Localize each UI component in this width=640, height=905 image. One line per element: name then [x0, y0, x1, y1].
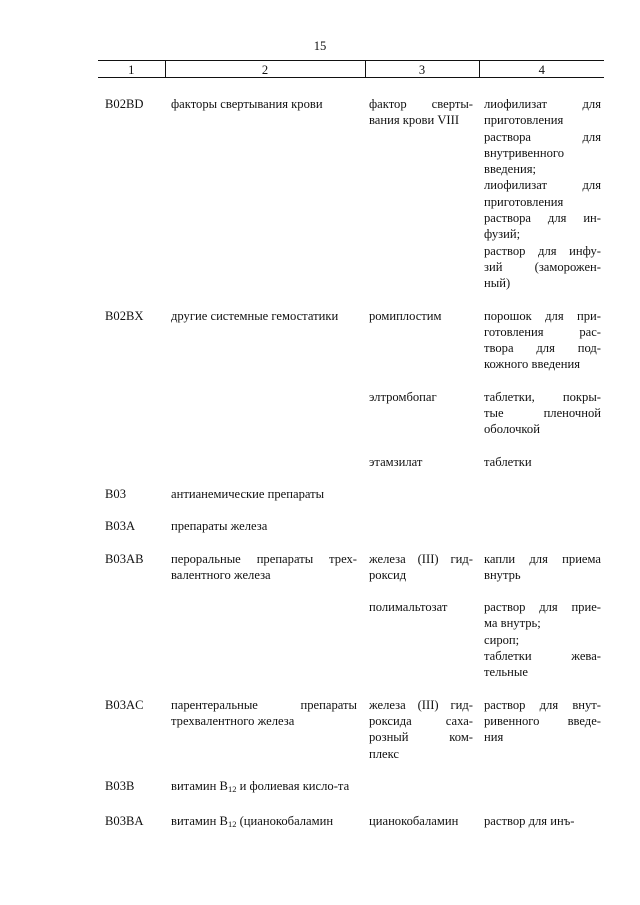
group-name-line: трехвалентного железа: [171, 713, 295, 728]
substance-line: ромиплостим: [369, 308, 442, 323]
dosage-form-cell: [479, 551, 604, 584]
dosage-form-line: оболочкой: [484, 422, 540, 437]
substance-line: вания крови VIII: [369, 113, 460, 128]
dosage-form-line: кожного введения: [484, 357, 581, 372]
atc-code-cell: B03AC: [105, 697, 144, 712]
dosage-form-cell: [479, 389, 604, 438]
subscript-text: 12: [227, 783, 237, 794]
dosage-form-line: раствор для прие-: [484, 600, 601, 615]
table-row: [98, 599, 604, 680]
dosage-form-line: ма внутрь;: [484, 616, 541, 631]
substance-cell: [365, 697, 479, 762]
substance-line: роксид: [369, 567, 407, 582]
dosage-form-line: ный): [484, 276, 511, 291]
row-spacer: [98, 78, 604, 97]
group-name-cell: [165, 697, 365, 762]
dosage-form-cell: [479, 486, 604, 502]
dosage-form-line: внутривенного: [484, 145, 565, 160]
row-spacer: [98, 373, 604, 389]
atc-code-cell: B03AB: [105, 551, 144, 566]
table-row: [98, 454, 604, 470]
dosage-form-cell: [479, 96, 604, 292]
group-name-cell: [165, 389, 365, 438]
row-spacer: [98, 535, 604, 551]
group-name-line: парентеральные препараты: [171, 697, 357, 712]
substance-cell: [365, 599, 479, 680]
atc-code-cell: B02BX: [105, 308, 144, 323]
dosage-form-line: таблетки, покры-: [484, 389, 601, 404]
group-name-line: валентного железа: [171, 567, 271, 582]
row-spacer: [98, 502, 604, 518]
row-spacer: [98, 797, 604, 813]
column-header-3: 3: [365, 61, 479, 78]
table-row: [98, 308, 604, 373]
row-spacer: [98, 438, 604, 454]
atc-code-cell: B03B: [105, 778, 135, 793]
substance-cell: [365, 96, 479, 292]
group-name-cell: факторы свертывания крови: [171, 97, 323, 111]
dosage-form-line: ривенного введе-: [484, 713, 601, 728]
atc-code-cell: B03A: [105, 519, 136, 534]
table-row: [98, 96, 604, 292]
dosage-form-cell: [479, 778, 604, 797]
row-spacer: [98, 470, 604, 486]
substance-line: элтромбопаг: [369, 389, 437, 404]
dosage-form-line: капли для приема: [484, 551, 601, 566]
substance-cell: [365, 486, 479, 502]
substance-cell: [365, 518, 479, 534]
substance-line: плекс: [369, 746, 400, 761]
dosage-form-line: лиофилизат для: [484, 97, 601, 111]
page-number: 15: [313, 39, 327, 53]
table-row: [98, 389, 604, 438]
dosage-form-line: готовления рас-: [484, 324, 601, 339]
group-name-cell: [165, 454, 365, 470]
dosage-form-line: таблетки: [484, 454, 532, 469]
table-header-row: [98, 61, 604, 78]
substance-line: полимальтозат: [369, 600, 448, 615]
substance-line: роксида саха-: [369, 713, 473, 728]
row-spacer: [98, 292, 604, 308]
dosage-form-line: раствор для инфу-: [484, 243, 601, 258]
substance-cell: [365, 551, 479, 584]
row-spacer: [98, 681, 604, 697]
dosage-form-line: раствора для: [484, 129, 601, 144]
dosage-form-cell: [479, 599, 604, 680]
group-name-cell: антианемические препараты: [171, 486, 325, 501]
atc-code-cell: [98, 599, 165, 680]
group-name-cell: [165, 551, 365, 584]
dosage-form-line: лиофилизат для: [484, 178, 601, 193]
table-body: [98, 78, 604, 833]
group-name-cell: [165, 813, 365, 832]
substance-line: цианокобаламин: [369, 814, 459, 829]
table-row: [98, 697, 604, 762]
substance-line: этамзилат: [369, 454, 423, 469]
substance-cell: [365, 389, 479, 438]
table-row: [98, 486, 604, 502]
atc-code-cell: B03: [105, 486, 126, 501]
substance-line: розный ком-: [369, 730, 473, 745]
dosage-form-cell: [479, 697, 604, 762]
dosage-form-line: приготовления: [484, 194, 564, 209]
dosage-form-line: введения;: [484, 162, 537, 177]
group-name-cell: препараты железа: [171, 519, 268, 534]
group-name-cell: другие системные гемостатики: [171, 308, 339, 323]
group-name-line: та: [337, 778, 350, 793]
column-header-4: 4: [479, 61, 604, 78]
dosage-form-cell: [479, 813, 604, 832]
dosage-form-line: внутрь: [484, 567, 521, 582]
substance-cell: [365, 778, 479, 797]
atc-code-cell: B02BD: [105, 97, 144, 111]
dosage-form-line: раствор для внут-: [484, 697, 601, 712]
subscript-text: 12: [227, 819, 237, 830]
group-name-cell: [165, 778, 365, 797]
table-row: [98, 778, 604, 797]
column-header-2: 2: [165, 61, 365, 78]
substance-cell: [365, 813, 479, 832]
substance-line: фактор сверты-: [369, 97, 473, 111]
dosage-form-line: раствор для инъ-: [484, 814, 575, 829]
dosage-form-line: твора для под-: [484, 341, 601, 356]
row-spacer: [98, 762, 604, 778]
atc-code-cell: [98, 454, 165, 470]
dosage-form-cell: [479, 454, 604, 470]
column-header-1: 1: [98, 61, 165, 78]
dosage-form-line: ния: [484, 730, 504, 745]
dosage-form-line: приготовления: [484, 113, 564, 128]
dosage-form-line: сироп;: [484, 632, 520, 647]
dosage-form-line: фузий;: [484, 227, 521, 242]
atc-code-cell: B03BA: [105, 814, 144, 829]
atc-code-cell: [98, 389, 165, 438]
dosage-form-line: порошок для при-: [484, 308, 601, 323]
group-name-line: пероральные препараты трех-: [171, 551, 357, 566]
table-row: [98, 813, 604, 832]
dosage-form-line: раствора для ин-: [484, 211, 601, 226]
substance-line: железа (III) гид-: [369, 551, 473, 566]
substance-cell: [365, 308, 479, 373]
table-row: [98, 551, 604, 584]
row-spacer: [98, 583, 604, 599]
medication-table: [98, 60, 604, 832]
dosage-form-line: тые пленочной: [484, 406, 601, 421]
substance-cell: [365, 454, 479, 470]
dosage-form-cell: [479, 308, 604, 373]
group-name-line: витамин $B_{12}$ и фолиевая кисло-: [171, 778, 338, 794]
substance-line: железа (III) гид-: [369, 697, 473, 712]
table-row: [98, 518, 604, 534]
group-name-line: витамин $B_{12}$ (цианокобаламин: [171, 814, 334, 830]
group-name-cell: [165, 599, 365, 680]
dosage-form-line: тельные: [484, 665, 528, 680]
dosage-form-line: таблетки жева-: [484, 649, 601, 664]
dosage-form-line: зий (заморожен-: [484, 259, 601, 274]
dosage-form-cell: [479, 518, 604, 534]
